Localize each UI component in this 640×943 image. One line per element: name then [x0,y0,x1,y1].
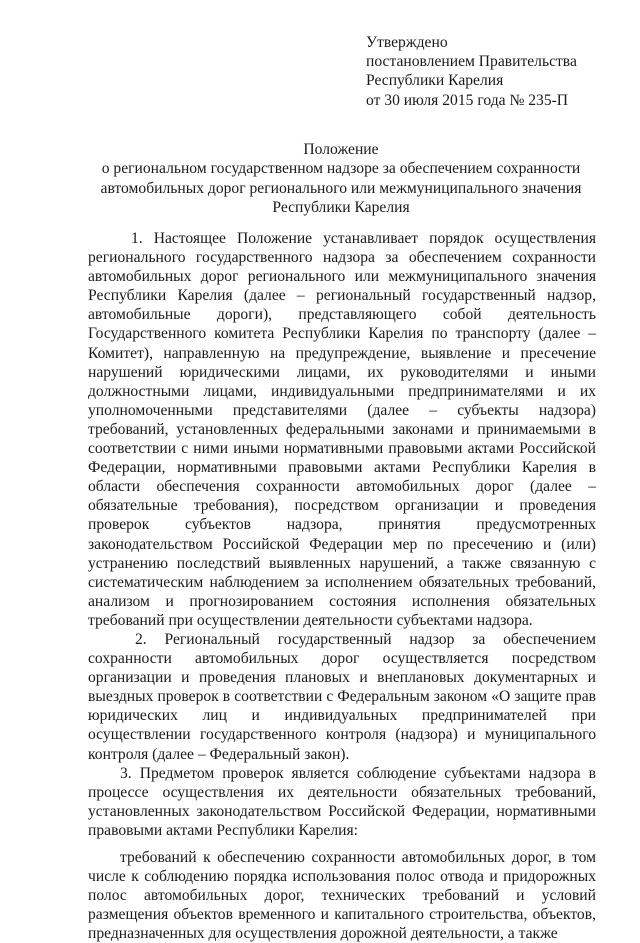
title-line-2: о региональном государственном надзоре за обеспечением сохранности [101,160,581,178]
title-line-3: автомобильных дорог регионального или межмуниципального значения [100,179,582,197]
approval-line-date-number: от 30 июля 2015 года № 235-П [366,91,569,109]
title-line-4: Республики Карелия [272,199,410,217]
approval-stamp [366,33,577,110]
approval-line-approved: Утверждено [366,34,448,51]
paragraph-1: 1. Настоящее Положение устанавливает порядок осуществления регионального государственного надзора за обеспечением сохранности автомобильных дорог регионального или межмуниципального значения Республики Карелия (далее – региональный государственный надзор, автомобильные дороги), представляющего собой деятельность Государственного комитета Республики Карелия по транспорту (далее – Комитет), направленную на предупреждение, выявление и пресечение нарушений юридическими лицами, их руководителями и иными должностными лицами, индивидуальными предпринимателями и их уполномоченными представителями (далее – субъекты надзора) требований, установленных федеральными законами и принимаемыми в соответствии с ними иными нормативными правовыми актами Российской Федерации, нормативными правовыми актами Республики Карелия в области обеспечения сохранности автомобильных дорог (далее – обязательные требования), посредством организации и проведения проверок субъектов надзора, принятия предусмотренных законодательством Российской Федерации мер по пресечению и (или) устранению последствий выявленных нарушений, а также связанную с систематическим наблюдением за исполнением обязательных требований, анализом и прогнозированием состояния исполнения обязательных требований при осуществлении деятельности субъектами надзора. [88,230,596,629]
document-title [70,140,612,218]
paragraph-4: требований к обеспечению сохранности автомобильных дорог, в том числе к соблюдению порядка использования полос отвода и придорожных полос автомобильных дорог, технических требований и условий размещения объектов временного и капитального строительства, объектов, предназначенных для осуществления дорожной деятельности, а также [88,849,596,943]
paragraph-2: 2. Региональный государственный надзор за обеспечением сохранности автомобильных дорог осуществляется посредством организации и проведения плановых и внеплановых документарных и выездных проверок в соответствии с Федеральным законом «О защите прав юридических лиц и индивидуальных предпринимателей при осуществлении государственного контроля (надзора) и муниципального контроля (далее – Федеральный закон). [88,630,596,763]
approval-line-republic: Республики Карелия [366,72,504,90]
title-line-1: Положение [303,141,379,158]
paragraph-3: 3. Предметом проверок является соблюдение субъектами надзора в процессе осуществления их деятельности обязательных требований, установленных законодательством Российской Федерации, нормативными правовыми актами Республики Карелия: [88,764,596,839]
approval-line-resolution: постановлением Правительства [366,53,577,71]
document-body [88,229,596,943]
